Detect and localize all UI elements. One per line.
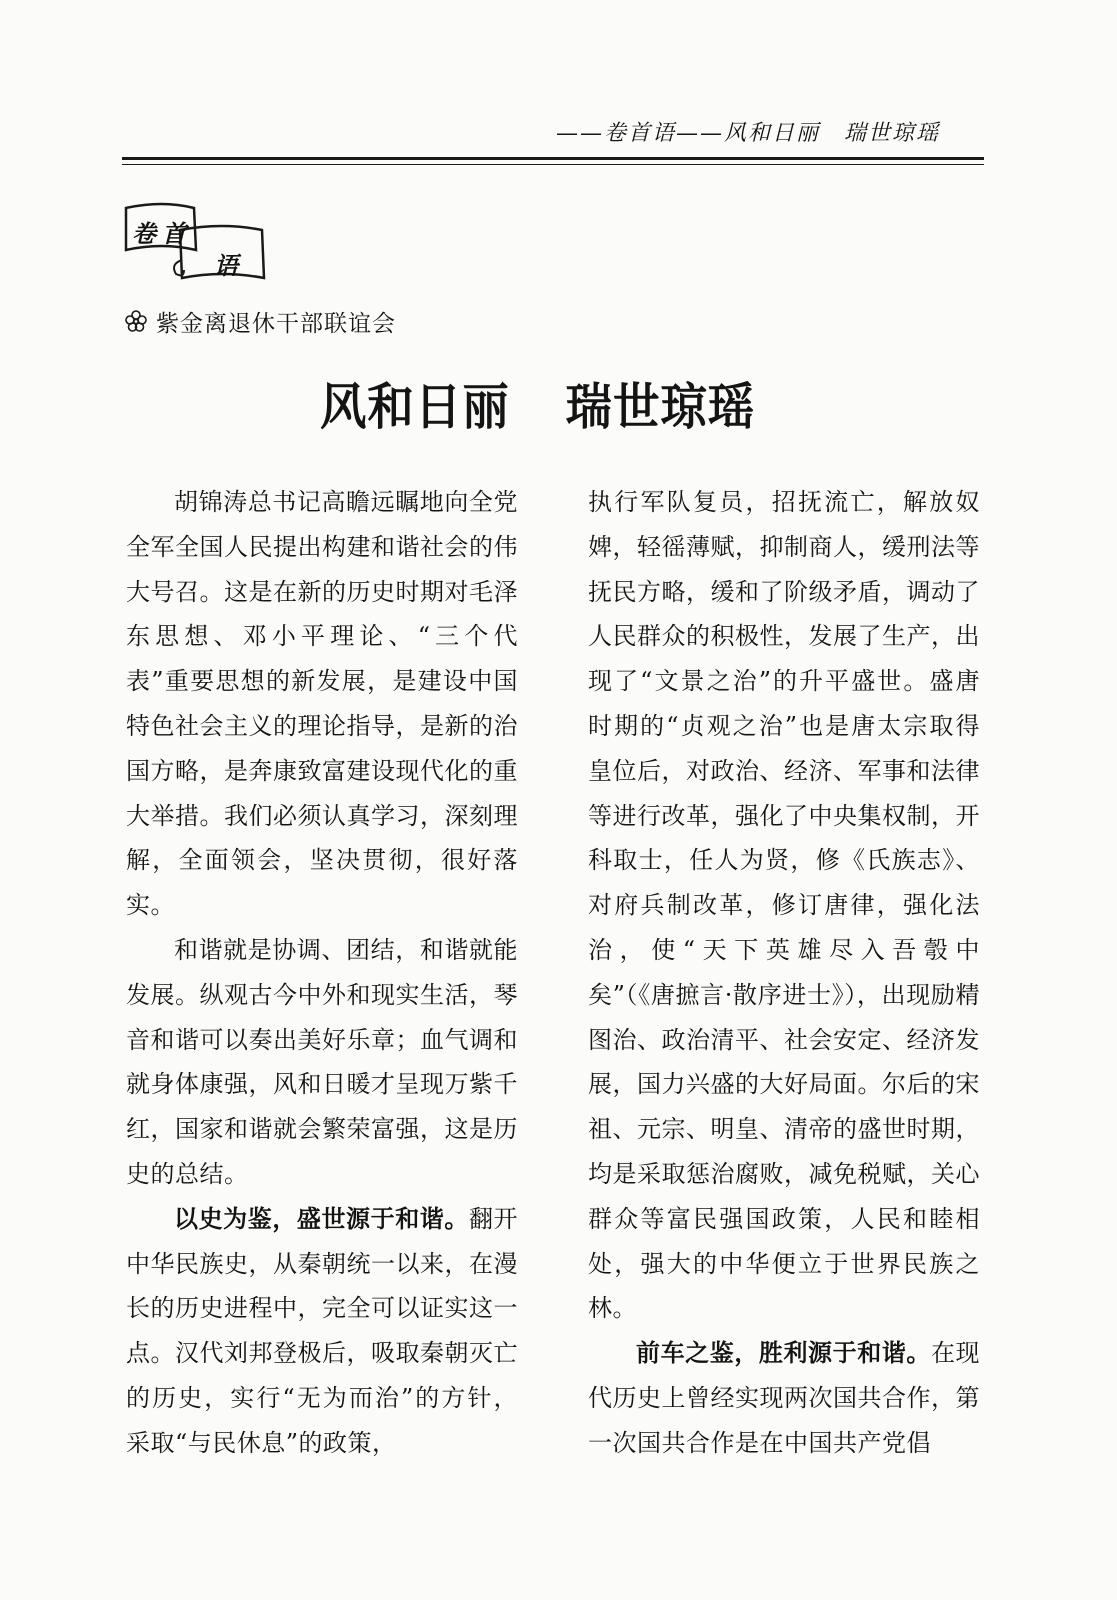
logo-char-yu: 语 [214, 251, 238, 280]
header-rule-thin [122, 164, 984, 165]
paragraph-3-text: 翻开中华民族史，从秦朝统一以来，在漫长的历史进程中，完全可以证实这一点。汉代刘邦登极后，吸取秦朝灭亡的历史，实行“无为而治”的方针，采取“与民休息”的政策， [126, 1204, 519, 1457]
logo-char-shou: 首 [162, 219, 186, 248]
paragraph-3 [126, 1197, 518, 1466]
column-logo [122, 200, 282, 295]
paragraph-2: 和谐就是协调、团结，和谐就能发展。纵观古今中外和现实生活，琴音和谐可以奏出美好乐章；血气调和就身体康强，风和日暖才呈现万紫千红，国家和谐就会繁荣富强，这是历史的总结。 [126, 935, 518, 1188]
column-right [588, 480, 980, 1466]
title-part-1: 风和日丽 [320, 378, 510, 436]
byline [124, 303, 396, 339]
paragraph-1: 胡锦涛总书记高瞻远瞩地向全党全军全国人民提出构建和谐社会的伟大号召。这是在新的历史时期对毛泽东思想、邓小平理论、“三个代表”重要思想的新发展，是建设中国特色社会主义的理论指导，是新的治国方略，是奔康致富建设现代化的重大举措。我们必须认真学习，深刻理解，全面领会，坚决贯彻，很好落实。 [126, 488, 518, 920]
paragraph-3-lead: 以史为鉴，盛世源于和谐。 [174, 1204, 469, 1233]
logo-char-juan: 卷 [132, 219, 156, 248]
org-name: 紫金离退休干部联谊会 [156, 310, 396, 337]
column-left [126, 480, 518, 1466]
running-header: ——卷首语——风和日丽 瑞世琼瑶 [555, 121, 940, 146]
paragraph-4-lead: 前车之鉴，胜利源于和谐。 [636, 1339, 931, 1368]
paragraph-4 [588, 1331, 980, 1465]
flower-icon [124, 309, 148, 333]
paragraph-4-text: 在现代历史上曾经实现两次国共合作，第一次国共合作是在中国共产党倡 [588, 1339, 981, 1457]
header-rule-thick [122, 157, 984, 160]
title-part-2: 瑞世琼瑶 [565, 378, 756, 436]
article-title [320, 372, 766, 442]
paragraph-3-continued: 执行军队复员，招抚流亡，解放奴婢，轻徭薄赋，抑制商人，缓刑法等抚民方略，缓和了阶级矛盾，调动了人民群众的积极性，发展了生产，出现了“文景之治”的升平盛世。盛唐时期的“贞观之治”也是唐太宗取得皇位后，对政治、经济、军事和法律等进行改革，强化了中央集权制，开科取士，任人为贤，修《氏族志》、对府兵制改革，修订唐律，强化法治，使“天下英雄尽入吾彀中矣”（《唐摭言·散序进士》），出现励精图治、政治清平、社会安定、经济发展，国力兴盛的大好局面。尔后的宋祖、元宗、明皇、清帝的盛世时期，均是采取惩治腐败，减免税赋，关心群众等富民强国政策，人民和睦相处，强大的中华便立于世界民族之林。 [588, 488, 980, 1323]
